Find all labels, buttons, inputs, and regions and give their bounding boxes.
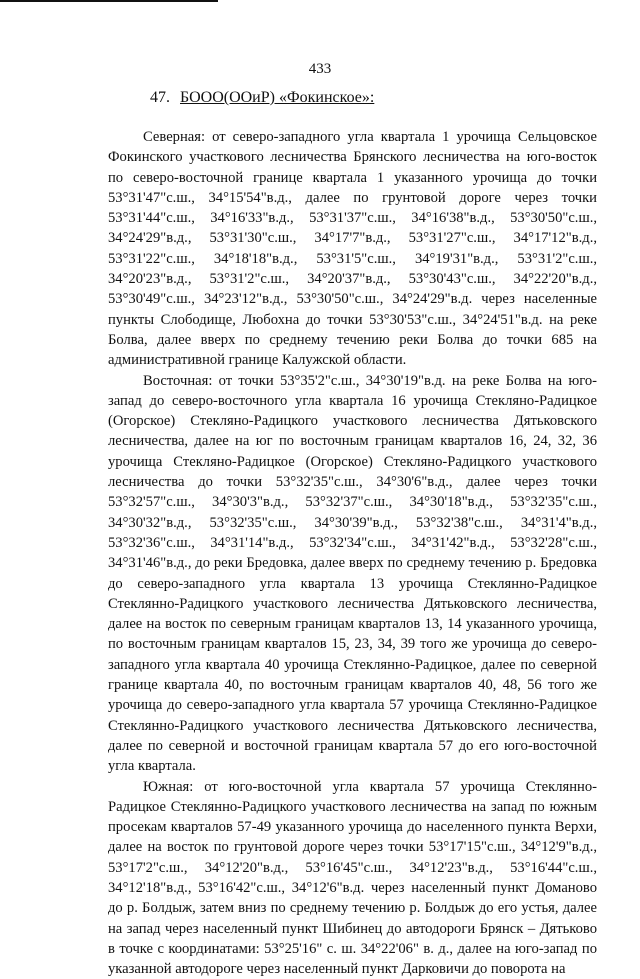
section-title: БООО(ООиР) «Фокинское»: <box>180 89 374 106</box>
section-heading <box>150 89 374 107</box>
top-rule <box>0 0 218 2</box>
document-body <box>108 127 597 979</box>
page-number: 433 <box>0 61 640 78</box>
paragraph-north-boundary: Северная: от северо-западного угла квартала 1 урочища Сельцовское Фокинского участкового лесничества Брянского лесничества на юго-восток по северо-восточной границе квартала 1 указанного урочища до точки 53°31'47"с.ш., 34°15'54"в.д., далее по грунтовой дороге через точки 53°31'44"с.ш., 34°16'33"в.д., 53°31'37"с.ш., 34°16'38"в.д., 53°30'50"с.ш., 34°24'29"в.д., 53°31'30"с.ш., 34°17'7"в.д., 53°31'27"с.ш., 34°17'12"в.д., 53°31'22"с.ш., 34°18'18"в.д., 53°31'5"с.ш., 34°19'31"в.д., 53°31'2"с.ш., 34°20'23"в.д., 53°31'2"с.ш., 34°20'37"в.д., 53°30'43"с.ш., 34°22'20"в.д., 53°30'49"с.ш., 34°23'12"в.д., 53°30'50"с.ш., 34°24'29"в.д. через населенные пункты Слободище, Любохна до точки 53°30'53"с.ш., 34°24'51"в.д. на реке Болва, далее вверх по среднему течению реки Болва до точки 685 на административной границе Калужской области. <box>108 127 597 371</box>
paragraph-east-boundary: Восточная: от точки 53°35'2"с.ш., 34°30'19"в.д. на реке Болва на юго-запад до северо-восточного угла квартала 16 урочища Стекляно-Радицкое (Огорское) Стекляно-Радицкого участкового лесничества Дятьковского лесничества, далее на юг по восточным границам кварталов 16, 24, 32, 36 урочища Стекляно-Радицкое (Огорское) Стекляно-Радицкого участкового лесничества до точки 53°32'35"с.ш., 34°30'6"в.д., далее через точки 53°32'57"с.ш., 34°30'3"в.д., 53°32'37"с.ш., 34°30'18"в.д., 53°32'35"с.ш., 34°30'32"в.д., 53°32'35"с.ш., 34°30'39"в.д., 53°32'38"с.ш., 34°31'4"в.д., 53°32'36"с.ш., 34°31'14"в.д., 53°32'34"с.ш., 34°31'42"в.д., 53°32'28"с.ш., 34°31'46"в.д., до реки Бредовка, далее вверх по среднему течению р. Бредовка до северо-западного угла квартала 13 урочища Стеклянно-Радицкое Стеклянно-Радицкого участкового лесничества Дятьковского лесничества, далее на восток по северным границам кварталов 13, 14 указанного урочища, по восточным границам кварталов 15, 23, 34, 39 того же урочища до северо-западного угла квартала 40 урочища Стеклянно-Радицкое, далее по северной границе квартала 40, по восточным границам кварталов 40, 48, 56 того же урочища до северо-западного угла квартала 57 урочища Стеклянно-Радицкое Стеклянно-Радицкого участкового лесничества Дятьковского лесничества, далее по северной и восточной границам квартала 57 до его юго-восточной угла квартала. <box>108 371 597 777</box>
paragraph-south-boundary: Южная: от юго-восточной угла квартала 57 урочища Стеклянно-Радицкое Стеклянно-Радицкого участкового лесничества на запад по южным просекам кварталов 57-49 указанного урочища до населенного пункта Верхи, далее на восток по грунтовой дороге через точки 53°17'15"с.ш., 34°12'9"в.д., 53°17'2"с.ш., 34°12'20"в.д., 53°16'45"с.ш., 34°12'23"в.д., 53°16'44"с.ш., 34°12'18"в.д., 53°16'42"с.ш., 34°12'6"в.д. через населенный пункт Доманово до р. Болдыж, затем вниз по среднему течению р. Болдыж до его устья, далее на запад через населенный пункт Шибинец до автодороги Брянск – Дятьково в точке с координатами: 53°25'16" с. ш. 34°22'06" в. д., далее на юго-запад по указанной автодороге через населенный пункт Дарковичи до поворота на <box>108 777 597 979</box>
section-index: 47. <box>150 89 170 106</box>
